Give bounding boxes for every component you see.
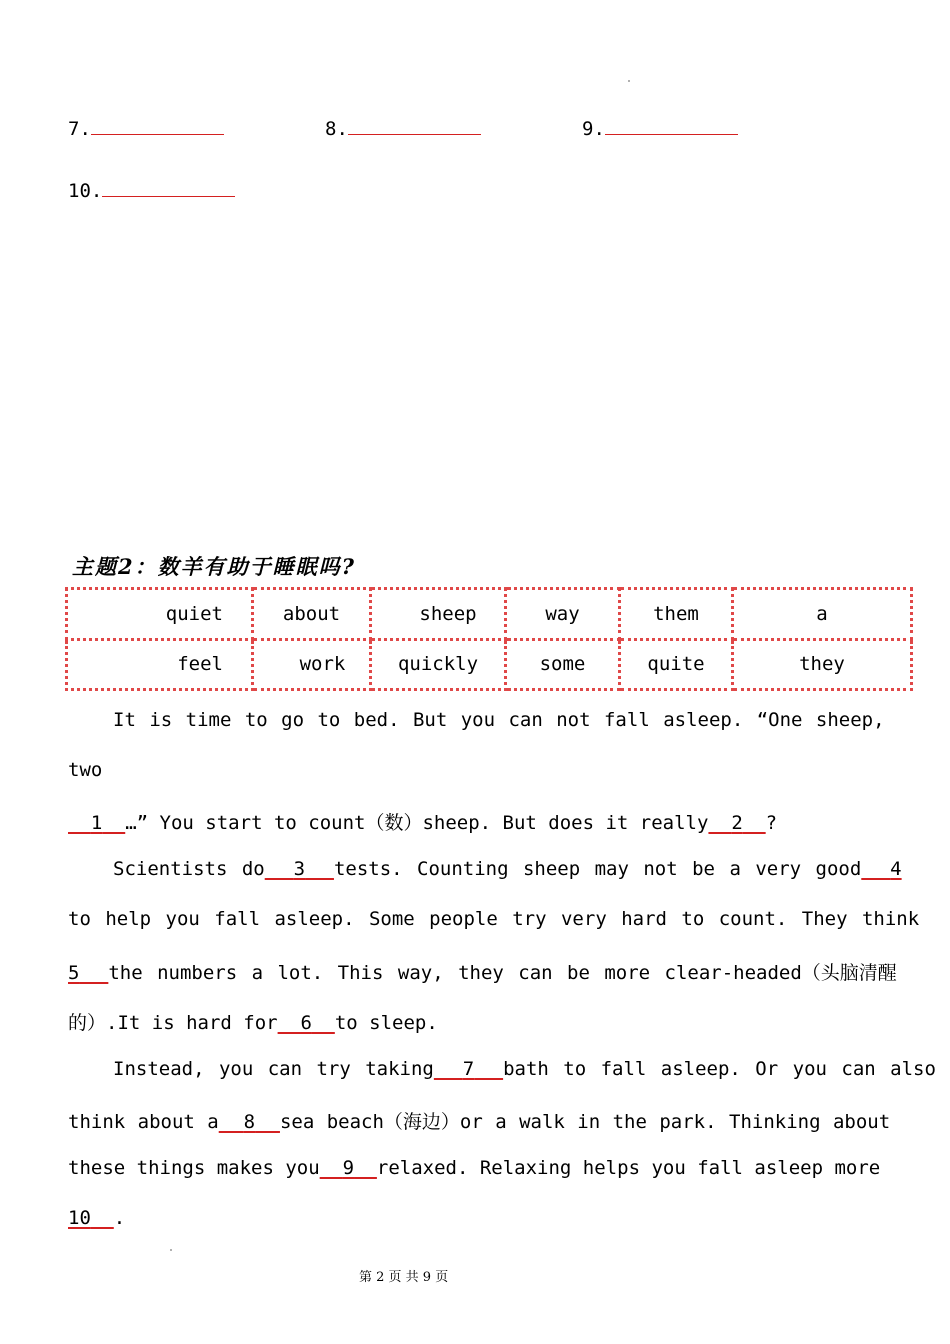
word-cell: way [506, 589, 620, 640]
word-cell: some [506, 639, 620, 690]
blank-7: 7 [462, 1058, 475, 1080]
answer-number: 10. [68, 180, 103, 202]
speck-top [628, 80, 630, 82]
answer-line [102, 178, 235, 197]
blank-5: 5 [68, 962, 80, 984]
passage-line: It is time to go to bed. But you can not fall asleep. “One sheep, [113, 709, 885, 731]
word-cell: quickly [371, 639, 506, 690]
blank-8: 8 [243, 1111, 256, 1133]
word-cell: them [620, 589, 733, 640]
passage-line: these things makes you 9 relaxed. Relaxing helps you fall asleep more [68, 1157, 881, 1179]
blank-3: 3 [293, 858, 306, 880]
passage-line: 5 the numbers a lot. This way, they can be more clear-headed（头脑清醒 [68, 962, 897, 984]
answer-line [91, 116, 224, 135]
word-cell: quite [620, 639, 733, 690]
passage-line: Instead, you can try taking 7 bath to fall asleep. Or you can also [113, 1058, 936, 1080]
answer-line [605, 116, 738, 135]
word-cell: a [733, 589, 912, 640]
blank-1: 1 [90, 812, 103, 834]
blank-6: 6 [300, 1012, 312, 1034]
answer-line [348, 116, 481, 135]
answer-number: 7. [68, 118, 91, 140]
answer-blank-9 [582, 116, 738, 140]
word-bank-row [67, 589, 912, 640]
answer-number: 8. [325, 118, 348, 140]
word-bank-table [65, 587, 913, 691]
passage-line: 的）.It is hard for 6 to sleep. [68, 1012, 438, 1034]
passage-line: 1 …” You start to count（数）sheep. But does it really 2 ? [68, 808, 777, 835]
answer-blank-10 [68, 178, 235, 202]
passage-line: 10 . [68, 1207, 126, 1229]
speck-bottom [170, 1249, 172, 1251]
blank-4: 4 [890, 858, 902, 880]
blank-2: 2 [731, 812, 743, 834]
blank-10: 10 [68, 1207, 91, 1229]
word-cell: they [733, 639, 912, 690]
word-cell: feel [67, 639, 253, 690]
answer-blank-8 [325, 116, 481, 140]
answer-number: 9. [582, 118, 605, 140]
passage-line: to help you fall asleep. Some people try very hard to count. They think [68, 908, 920, 930]
word-cell: about [253, 589, 371, 640]
passage-line: think about a 8 sea beach（海边）or a walk in the park. Thinking about [68, 1111, 891, 1133]
word-cell: quiet [67, 589, 253, 640]
word-bank-row [67, 639, 912, 690]
word-cell: sheep [371, 589, 506, 640]
passage-line: two [68, 759, 103, 781]
section-heading: 主题2：数羊有助于睡眠吗? [72, 554, 356, 579]
page-footer: 第 2 页 共 9 页 [359, 1270, 449, 1285]
answer-blank-7 [68, 116, 224, 140]
word-cell: work [253, 639, 371, 690]
blank-9: 9 [342, 1157, 355, 1179]
passage-line: Scientists do 3 tests. Counting sheep may not be a very good 4 [113, 858, 902, 880]
